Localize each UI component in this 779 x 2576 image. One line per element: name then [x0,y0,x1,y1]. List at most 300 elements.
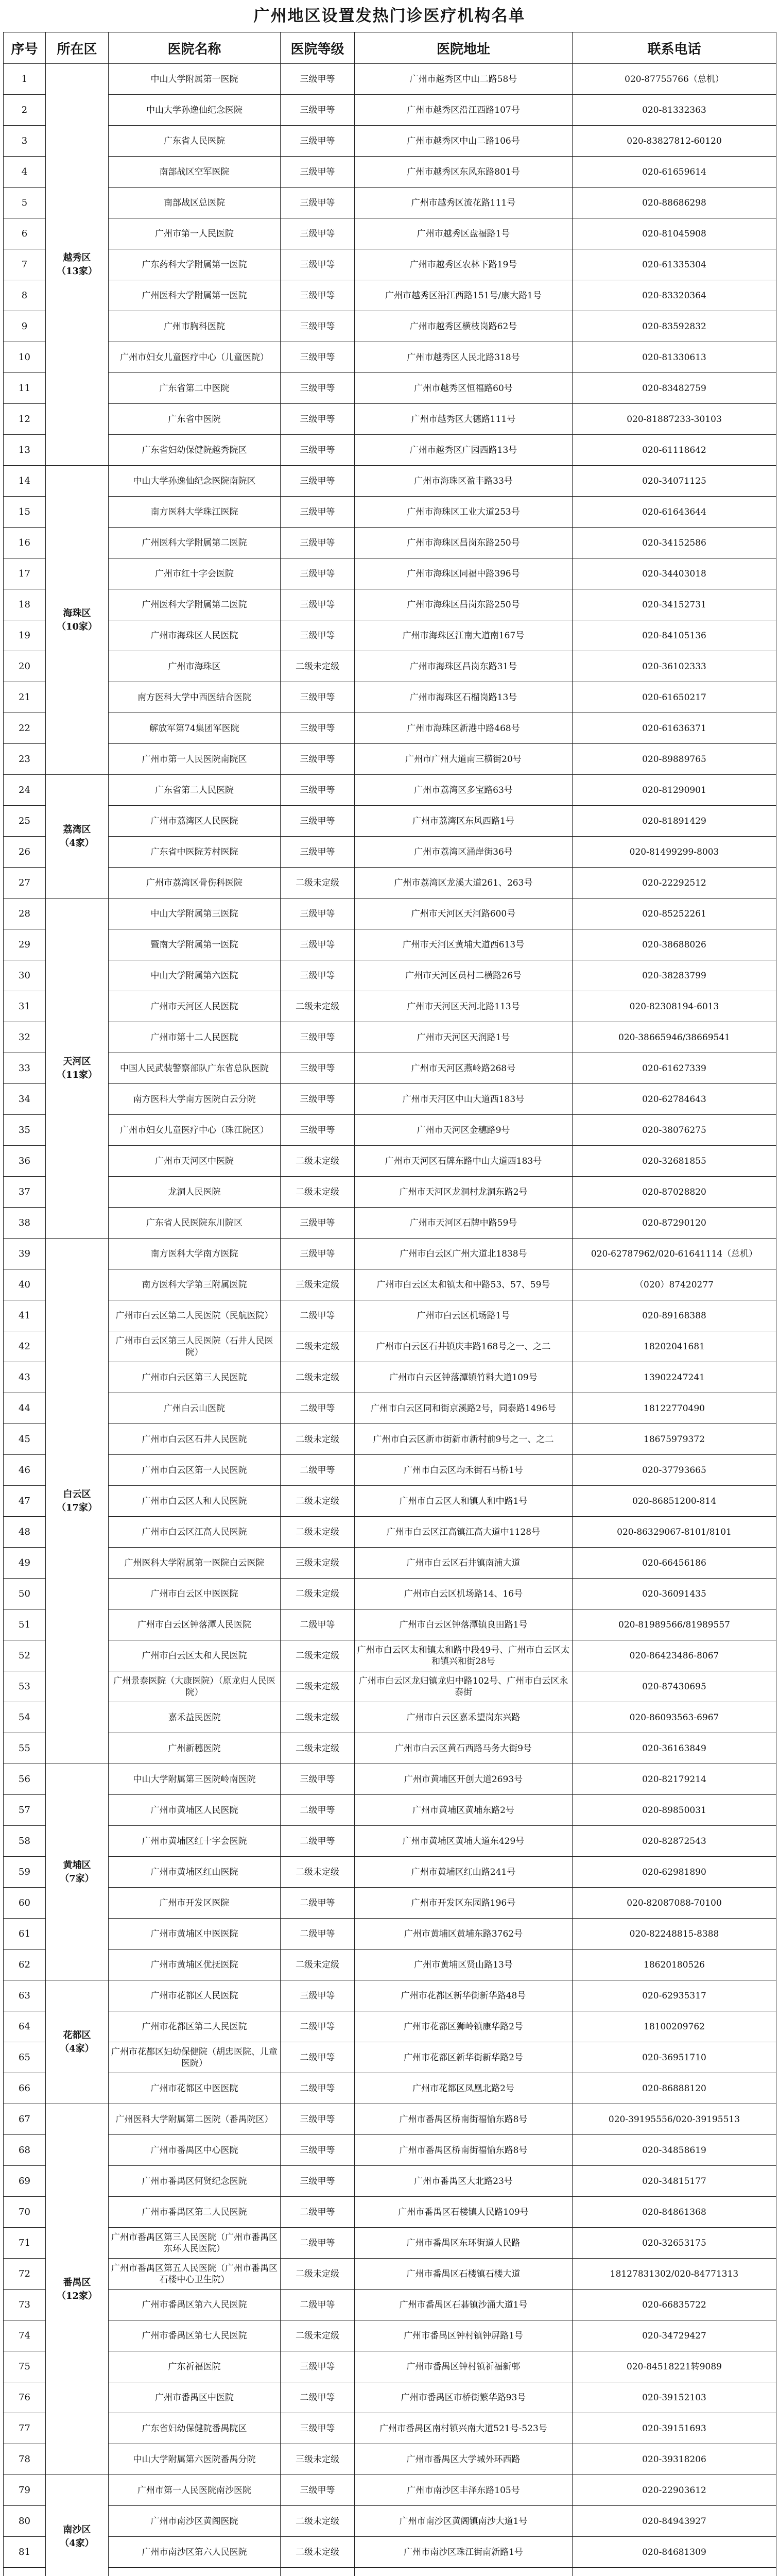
hospital-name: 龙洞人民医院 [109,1177,281,1208]
hospital-address: 广州市番禺区钟村镇祈福新邨 [355,2351,573,2382]
row-index: 50 [4,1579,46,1609]
row-index: 20 [4,651,46,682]
district-cell [46,1764,109,1980]
row-index: 69 [4,2166,46,2197]
hospital-grade: 三级甲等 [281,342,355,373]
phone-number: 020-84943927 [573,2506,776,2537]
row-index: 42 [4,1331,46,1362]
row-index: 17 [4,558,46,589]
hospital-name: 南方医科大学南方医院白云分院 [109,1084,281,1115]
hospital-grade: 二级甲等 [281,2197,355,2228]
hospital-grade: 三级甲等 [281,1084,355,1115]
table-row [4,2290,776,2320]
hospital-grade: 二级未定级 [281,1857,355,1888]
hospital-grade: 二级甲等 [281,2011,355,2042]
table-row [4,1362,776,1393]
phone-number: 020-22903612 [573,2475,776,2506]
row-index: 9 [4,311,46,342]
hospital-address: 广州市白云区机场路1号 [355,1300,573,1331]
hospital-address: 广州市白云区龙归镇龙归中路102号、广州市白云区永泰街 [355,1671,573,1702]
hospital-address: 广州市白云区嘉禾望岗东兴路 [355,1702,573,1733]
phone-number: 020-36163849 [573,1733,776,1764]
phone-number [573,2568,776,2576]
hospital-address: 广州市白云区江高镇江高大道中1128号 [355,1517,573,1548]
hospital-address: 广州市越秀区大德路111号 [355,404,573,435]
district-count: （12家） [56,2290,98,2301]
row-index: 56 [4,1764,46,1795]
row-index: 31 [4,991,46,1022]
hospital-address: 广州市南沙区黄阁镇南沙大道1号 [355,2506,573,2537]
hospital-address: 广州市天河区石牌东路中山大道西183号 [355,1146,573,1177]
hospital-grade: 三级甲等 [281,64,355,95]
row-index: 28 [4,899,46,929]
row-index: 62 [4,1950,46,1980]
hospital-name: 暨南大学附属第一医院 [109,929,281,960]
district-count: （13家） [56,265,98,277]
hospital-name: 广州市黄埔区红山医院 [109,1857,281,1888]
row-index: 66 [4,2073,46,2104]
table-row [4,1331,776,1362]
hospital-address: 广州市天河区员村二横路26号 [355,960,573,991]
hospital-name: 南部战区总医院 [109,188,281,218]
hospital-grade: 二级未定级 [281,1177,355,1208]
table-row [4,837,776,868]
table-row [4,1053,776,1084]
table-row [4,1084,776,1115]
phone-number: 020-32681855 [573,1146,776,1177]
hospital-grade: 二级甲等 [281,1393,355,1424]
hospital-address: 广州市海珠区昌岗东路250号 [355,528,573,558]
table-row [4,2104,776,2135]
hospital-address: 广州市越秀区盘福路1号 [355,218,573,249]
phone-number: 020-84518221转9089 [573,2351,776,2382]
hospital-name: 广州市番禺区第六人民医院 [109,2290,281,2320]
table-row [4,1764,776,1795]
table-row [4,64,776,95]
row-index: 5 [4,188,46,218]
row-index: 65 [4,2042,46,2073]
hospital-name: 广州市白云区第一人民医院 [109,1455,281,1486]
table-row [4,1702,776,1733]
table-row [4,1300,776,1331]
district-name: 白云区 [63,1488,91,1500]
row-index: 18 [4,589,46,620]
hospital-name: 广州市番禺区第二人民医院 [109,2197,281,2228]
hospital-name: 广东省中医院 [109,404,281,435]
table-row [4,1579,776,1609]
hospital-address: 广州市荔湾区多宝路63号 [355,775,573,806]
row-index: 75 [4,2351,46,2382]
table-row [4,2197,776,2228]
table-row [4,775,776,806]
hospital-name: 南方医科大学南方医院 [109,1239,281,1269]
hospital-grade: 二级未定级 [281,1146,355,1177]
hospital-name: 广州市第一人民医院 [109,218,281,249]
hospital-address: 广州市花都区凤凰北路2号 [355,2073,573,2104]
hospital-grade: 三级甲等 [281,713,355,744]
hospital-address: 广州市天河区黄埔大道西613号 [355,929,573,960]
table-row [4,620,776,651]
hospital-name: 广州市荔湾区人民医院 [109,806,281,837]
hospital-name: 广州市白云区人和人民医院 [109,1486,281,1517]
hospital-name: 中山大学孙逸仙纪念医院 [109,95,281,126]
hospital-address: 广州市黄埔区贤山路13号 [355,1950,573,1980]
hospital-grade: 三级甲等 [281,2475,355,2506]
row-index: 32 [4,1022,46,1053]
phone-number: 020-87290120 [573,1208,776,1239]
phone-number: 020-84861368 [573,2197,776,2228]
phone-number: 020-83592832 [573,311,776,342]
phone-number: 020-81290901 [573,775,776,806]
phone-number: 020-84105136 [573,620,776,651]
hospital-grade: 三级甲等 [281,157,355,188]
table-row [4,1950,776,1980]
table-row [4,373,776,404]
hospital-address: 广州市白云区新市街新市新村前9号之一、之二 [355,1424,573,1455]
hospital-grade: 三级甲等 [281,404,355,435]
hospital-grade: 三级甲等 [281,1022,355,1053]
hospital-name: 南方医科大学第三附属医院 [109,1269,281,1300]
hospital-grade: 三级甲等 [281,311,355,342]
district-name: 越秀区 [63,252,91,263]
row-index: 16 [4,528,46,558]
phone-number: 020-36102333 [573,651,776,682]
phone-number: 020-34858619 [573,2135,776,2166]
row-index: 36 [4,1146,46,1177]
hospital-name: 广州市花都区妇幼保健院（胡忠医院、儿童医院） [109,2042,281,2073]
hospital-name: 广州市番禺区中医院 [109,2382,281,2413]
hospital-grade: 二级未定级 [281,2506,355,2537]
row-index: 67 [4,2104,46,2135]
hospital-address: 广州市天河区天润路1号 [355,1022,573,1053]
table-row [4,1795,776,1826]
phone-number: 020-86329067-8101/8101 [573,1517,776,1548]
hospital-address: 广州市越秀区沿江西路151号/康大路1号 [355,280,573,311]
hospital-address: 广州市开发区东园路196号 [355,1888,573,1919]
phone-number: 020-81332363 [573,95,776,126]
table-row [4,466,776,497]
row-index: 14 [4,466,46,497]
hospital-name: 广州市胸科医院 [109,311,281,342]
hospital-grade: 二级未定级 [281,1362,355,1393]
row-index: 51 [4,1609,46,1640]
hospital-name: 广州市白云区江高人民医院 [109,1517,281,1548]
row-index: 48 [4,1517,46,1548]
hospital-address: 广州市白云区黄石西路马务大街9号 [355,1733,573,1764]
phone-number: 020-34815177 [573,2166,776,2197]
table-row [4,589,776,620]
hospital-name: 广州市番禺区第七人民医院 [109,2320,281,2351]
hospital-name: 广东省中医院芳村医院 [109,837,281,868]
hospital-address: 广州市番禺区大学城外环西路 [355,2444,573,2475]
header-hospital-grade: 医院等级 [281,32,355,64]
hospital-name: 广州市荔湾区骨伤科医院 [109,868,281,899]
hospital-name: 广东祈福医院 [109,2351,281,2382]
hospital-name: 广州市第一人民医院南院区 [109,744,281,775]
hospital-grade: 二级甲等 [281,1795,355,1826]
hospital-address: 广州市天河区天河北路113号 [355,991,573,1022]
phone-number: 020-39151693 [573,2413,776,2444]
phone-number: 020-61118642 [573,435,776,466]
hospital-grade: 三级甲等 [281,188,355,218]
district-count: （4家） [60,837,94,849]
row-index: 41 [4,1300,46,1331]
row-index [4,2568,46,2576]
phone-number: 020-83827812-60120 [573,126,776,157]
hospital-name: 中山大学附属第六医院 [109,960,281,991]
hospital-name: 广州市天河区中医院 [109,1146,281,1177]
phone-number: 020-82872543 [573,1826,776,1857]
hospital-name: 广东药科大学附属第一医院 [109,249,281,280]
row-index: 73 [4,2290,46,2320]
hospital-name: 南方医科大学中西医结合医院 [109,682,281,713]
table-row [4,435,776,466]
hospital-address: 广州市荔湾区东风西路1号 [355,806,573,837]
hospital-address: 广州市越秀区东风东路801号 [355,157,573,188]
row-index: 71 [4,2228,46,2259]
hospital-name: 广州市花都区人民医院 [109,1980,281,2011]
hospital-name: 广州市白云区太和人民医院 [109,1640,281,1671]
hospital-name: 嘉禾益民医院 [109,1702,281,1733]
hospital-name: 广州市白云区第三人民医院（石井人民医院） [109,1331,281,1362]
table-row [4,1393,776,1424]
phone-number: 020-82248815-8388 [573,1919,776,1950]
hospital-name: 中山大学附属第六医院番禺分院 [109,2444,281,2475]
hospital-address: 广州市天河区燕岭路268号 [355,1053,573,1084]
table-row [4,404,776,435]
row-index: 44 [4,1393,46,1424]
table-row [4,1980,776,2011]
row-index: 34 [4,1084,46,1115]
phone-number: 18127831302/020-84771313 [573,2259,776,2290]
phone-number: 020-38688026 [573,929,776,960]
hospital-name: 广州市海珠区 [109,651,281,682]
hospital-grade: 二级甲等 [281,1300,355,1331]
table-row [4,2135,776,2166]
hospital-name: 广东省人民医院东川院区 [109,1208,281,1239]
row-index: 80 [4,2506,46,2537]
hospital-address: 广州市白云区均禾街石马桥1号 [355,1455,573,1486]
hospital-name: 广东省第二人民医院 [109,775,281,806]
hospital-name: 广东省妇幼保健院番禺院区 [109,2413,281,2444]
table-row [4,899,776,929]
row-index: 78 [4,2444,46,2475]
table-row [4,1919,776,1950]
hospital-address: 广州市白云区石井镇庆丰路168号之一、之二 [355,1331,573,1362]
phone-number: 13902247241 [573,1362,776,1393]
hospital-table [3,32,776,2576]
hospital-grade: 三级未定级 [281,2444,355,2475]
table-row [4,1239,776,1269]
phone-number: 020-86851200-814 [573,1486,776,1517]
hospital-address: 广州市白云区石井镇南浦大道 [355,1548,573,1579]
phone-number: 020-62787962/020-61641114（总机） [573,1239,776,1269]
hospital-grade: 二级未定级 [281,1640,355,1671]
hospital-name: 广州市妇女儿童医疗中心（儿童医院） [109,342,281,373]
hospital-address: 广州市越秀区广园西路13号 [355,435,573,466]
hospital-grade: 二级未定级 [281,651,355,682]
row-index: 59 [4,1857,46,1888]
hospital-address: 广州市天河区龙洞村龙洞东路2号 [355,1177,573,1208]
hospital-name: 广州市红十字会医院 [109,558,281,589]
hospital-name: 广州医科大学附属第一医院 [109,280,281,311]
hospital-name: 广州市黄埔区优抚医院 [109,1950,281,1980]
table-row [4,2568,776,2576]
hospital-grade: 三级甲等 [281,1053,355,1084]
hospital-address: 广州市番禺区桥南街福愉东路8号 [355,2104,573,2135]
hospital-grade: 三级甲等 [281,1980,355,2011]
hospital-address: 广州市番禺区桥南街福愉东路8号 [355,2135,573,2166]
hospital-grade: 二级甲等 [281,2290,355,2320]
hospital-name: 广州市番禺区第五人民医院（广州市番禺区石楼中心卫生院） [109,2259,281,2290]
row-index: 57 [4,1795,46,1826]
hospital-address: 广州市白云区同和街京溪路2号，同泰路1496号 [355,1393,573,1424]
district-cell [46,2475,109,2576]
district-name: 海珠区 [63,607,91,619]
hospital-grade: 三级甲等 [281,2166,355,2197]
hospital-address: 广州市越秀区中山二路58号 [355,64,573,95]
district-name: 南沙区 [63,2524,91,2535]
hospital-address: 广州市海珠区新港中路468号 [355,713,573,744]
table-row [4,497,776,528]
hospital-name: 广州市番禺区第三人民医院（广州市番禺区东环人民医院） [109,2228,281,2259]
hospital-grade: 三级甲等 [281,837,355,868]
hospital-address: 广州市白云区人和镇人和中路1号 [355,1486,573,1517]
table-row [4,311,776,342]
hospital-name: 中山大学孙逸仙纪念医院南院区 [109,466,281,497]
hospital-address: 广州市花都区狮岭镇康华路2号 [355,2011,573,2042]
hospital-address: 广州市南沙区丰泽东路105号 [355,2475,573,2506]
hospital-grade: 三级甲等 [281,373,355,404]
table-row [4,1640,776,1671]
hospital-address: 广州市白云区太和镇太和路中段49号、广州市白云区太和镇兴和街28号 [355,1640,573,1671]
hospital-grade: 三级甲等 [281,1115,355,1146]
phone-number: 020-61650217 [573,682,776,713]
table-row [4,1517,776,1548]
hospital-address: 广州市花都区新华街新华路48号 [355,1980,573,2011]
phone-number: 020-81045908 [573,218,776,249]
row-index: 60 [4,1888,46,1919]
phone-number: 020-89168388 [573,1300,776,1331]
row-index: 58 [4,1826,46,1857]
phone-number: 020-61643644 [573,497,776,528]
phone-number: 020-34403018 [573,558,776,589]
hospital-name: 南方医科大学珠江医院 [109,497,281,528]
hospital-grade: 二级甲等 [281,2073,355,2104]
hospital-grade: 三级甲等 [281,497,355,528]
row-index: 24 [4,775,46,806]
hospital-name: 中山大学附属第三医院 [109,899,281,929]
phone-number: 020-82179214 [573,1764,776,1795]
phone-number: 020-34152586 [573,528,776,558]
row-index: 55 [4,1733,46,1764]
hospital-grade: 二级未定级 [281,1733,355,1764]
row-index: 81 [4,2537,46,2568]
phone-number: 020-62784643 [573,1084,776,1115]
hospital-grade: 三级甲等 [281,960,355,991]
hospital-address: 广州市番禺区钟村镇钟屏路1号 [355,2320,573,2351]
row-index: 27 [4,868,46,899]
phone-number: 020-87028820 [573,1177,776,1208]
row-index: 43 [4,1362,46,1393]
phone-number: 020-36951710 [573,2042,776,2073]
row-index: 64 [4,2011,46,2042]
row-index: 6 [4,218,46,249]
row-index: 52 [4,1640,46,1671]
hospital-grade: 二级甲等 [281,2228,355,2259]
row-index: 29 [4,929,46,960]
phone-number: 020-39318206 [573,2444,776,2475]
hospital-grade: 三级甲等 [281,528,355,558]
hospital-address: 广州市白云区钟落潭镇良田路1号 [355,1609,573,1640]
phone-number: 020-61636371 [573,713,776,744]
row-index: 13 [4,435,46,466]
hospital-grade: 三级甲等 [281,558,355,589]
hospital-name: 广州市番禺区中心医院 [109,2135,281,2166]
hospital-address: 广州市荔湾区涌岸街36号 [355,837,573,868]
hospital-address: 广州市天河区石牌中路59号 [355,1208,573,1239]
hospital-address: 广州市广州大道南三横街20号 [355,744,573,775]
phone-number: 18620180526 [573,1950,776,1980]
hospital-grade: 三级甲等 [281,249,355,280]
hospital-grade: 二级甲等 [281,2042,355,2073]
hospital-name: 广州市花都区第二人民医院 [109,2011,281,2042]
hospital-grade: 三级甲等 [281,218,355,249]
phone-number: 020-38283799 [573,960,776,991]
table-row [4,1548,776,1579]
hospital-name: 广州市白云区石井人民医院 [109,1424,281,1455]
row-index: 74 [4,2320,46,2351]
hospital-grade: 三级甲等 [281,589,355,620]
phone-number: 020-82308194-6013 [573,991,776,1022]
phone-number: 020-86093563-6967 [573,1702,776,1733]
hospital-address: 广州市花都区新华街新华路2号 [355,2042,573,2073]
phone-number: 020-82087088-70100 [573,1888,776,1919]
table-row [4,2166,776,2197]
hospital-address: 广州市番禺区南村镇兴南大道521号-523号 [355,2413,573,2444]
hospital-address: 广州市荔湾区龙溪大道261、263号 [355,868,573,899]
row-index: 15 [4,497,46,528]
hospital-name: 广州市南沙区黄阁医院 [109,2506,281,2537]
hospital-grade: 三级甲等 [281,744,355,775]
hospital-grade: 三级甲等 [281,2135,355,2166]
row-index: 19 [4,620,46,651]
table-row [4,1733,776,1764]
hospital-name: 南部战区空军医院 [109,157,281,188]
hospital-name: 广州白云山医院 [109,1393,281,1424]
hospital-grade: 三级未定级 [281,1269,355,1300]
hospital-address: 广州市越秀区人民北路318号 [355,342,573,373]
district-name: 花都区 [63,2029,91,2041]
header-row [4,32,776,64]
phone-number: 020-88686298 [573,188,776,218]
hospital-grade: 二级未定级 [281,1486,355,1517]
hospital-grade: 二级未定级 [281,868,355,899]
hospital-name: 广州市天河区人民医院 [109,991,281,1022]
hospital-name: 广州市白云区第三人民医院 [109,1362,281,1393]
hospital-address: 广州市越秀区恒福路60号 [355,373,573,404]
phone-number: 020-85252261 [573,899,776,929]
district-cell [46,1980,109,2104]
district-cell [46,466,109,775]
hospital-grade: 二级未定级 [281,1702,355,1733]
row-index: 76 [4,2382,46,2413]
phone-number: （020）87420277 [573,1269,776,1300]
row-index: 4 [4,157,46,188]
hospital-address: 广州市海珠区昌岗东路31号 [355,651,573,682]
row-index: 54 [4,1702,46,1733]
hospital-address: 广州市黄埔区开创大道2693号 [355,1764,573,1795]
